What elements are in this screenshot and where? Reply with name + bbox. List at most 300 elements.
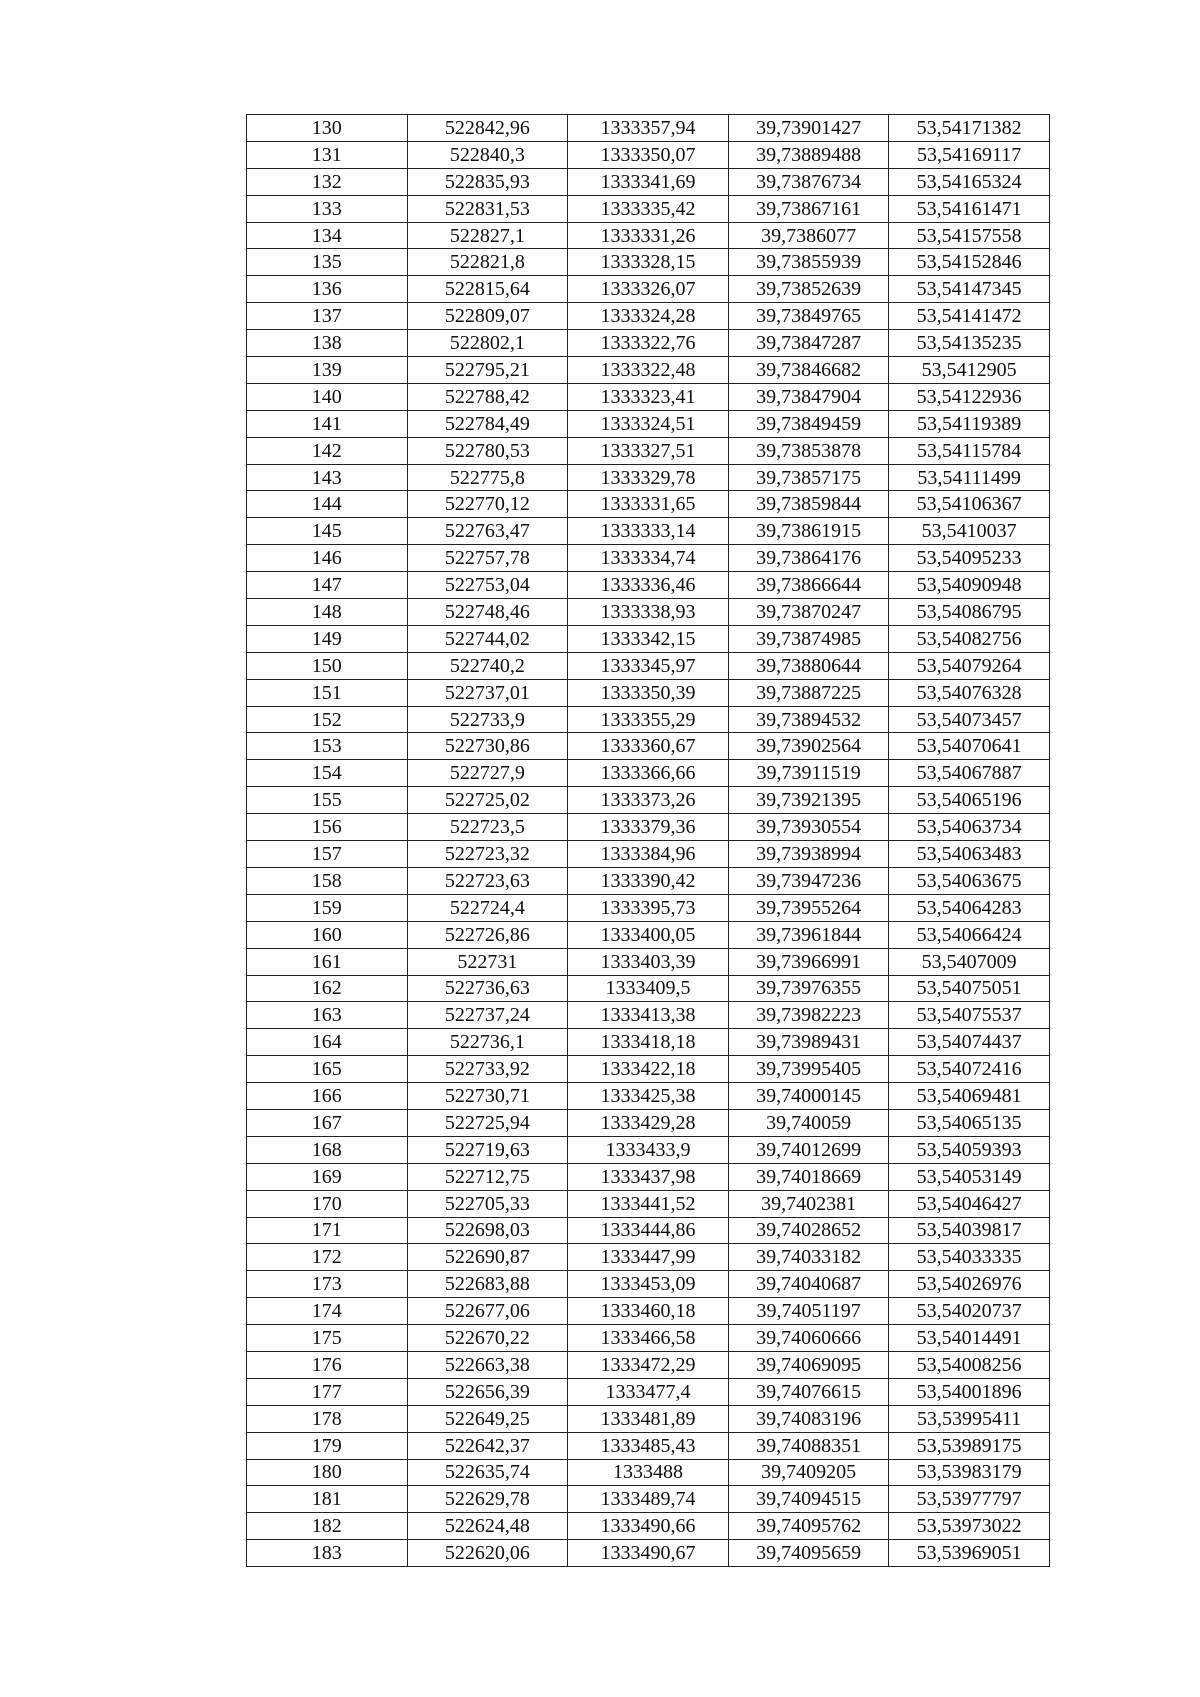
y-coordinate-cell: 1333342,15 <box>568 625 729 652</box>
table-row <box>247 1540 1050 1567</box>
x-coordinate-cell: 522775,8 <box>407 464 568 491</box>
point-number-cell: 143 <box>247 464 408 491</box>
table-row <box>247 357 1050 384</box>
latitude-cell: 53,54046427 <box>889 1190 1050 1217</box>
point-number-cell: 131 <box>247 141 408 168</box>
point-number-cell: 146 <box>247 545 408 572</box>
y-coordinate-cell: 1333357,94 <box>568 115 729 142</box>
point-number-cell: 161 <box>247 948 408 975</box>
table-row <box>247 814 1050 841</box>
longitude-cell: 39,74060666 <box>728 1325 889 1352</box>
x-coordinate-cell: 522736,1 <box>407 1029 568 1056</box>
longitude-cell: 39,73921395 <box>728 787 889 814</box>
y-coordinate-cell: 1333413,38 <box>568 1002 729 1029</box>
longitude-cell: 39,740059 <box>728 1109 889 1136</box>
x-coordinate-cell: 522737,24 <box>407 1002 568 1029</box>
longitude-cell: 39,74012699 <box>728 1136 889 1163</box>
latitude-cell: 53,54065196 <box>889 787 1050 814</box>
y-coordinate-cell: 1333481,89 <box>568 1405 729 1432</box>
point-number-cell: 177 <box>247 1378 408 1405</box>
latitude-cell: 53,53995411 <box>889 1405 1050 1432</box>
x-coordinate-cell: 522649,25 <box>407 1405 568 1432</box>
latitude-cell: 53,5407009 <box>889 948 1050 975</box>
y-coordinate-cell: 1333403,39 <box>568 948 729 975</box>
longitude-cell: 39,73961844 <box>728 921 889 948</box>
x-coordinate-cell: 522624,48 <box>407 1513 568 1540</box>
x-coordinate-cell: 522757,78 <box>407 545 568 572</box>
table-row <box>247 841 1050 868</box>
x-coordinate-cell: 522784,49 <box>407 410 568 437</box>
y-coordinate-cell: 1333366,66 <box>568 760 729 787</box>
point-number-cell: 157 <box>247 841 408 868</box>
point-number-cell: 152 <box>247 706 408 733</box>
x-coordinate-cell: 522642,37 <box>407 1432 568 1459</box>
latitude-cell: 53,54171382 <box>889 115 1050 142</box>
table-row <box>247 1298 1050 1325</box>
point-number-cell: 149 <box>247 625 408 652</box>
y-coordinate-cell: 1333409,5 <box>568 975 729 1002</box>
x-coordinate-cell: 522683,88 <box>407 1271 568 1298</box>
x-coordinate-cell: 522842,96 <box>407 115 568 142</box>
latitude-cell: 53,54026976 <box>889 1271 1050 1298</box>
x-coordinate-cell: 522727,9 <box>407 760 568 787</box>
x-coordinate-cell: 522827,1 <box>407 222 568 249</box>
x-coordinate-cell: 522770,12 <box>407 491 568 518</box>
longitude-cell: 39,73849765 <box>728 303 889 330</box>
longitude-cell: 39,73880644 <box>728 652 889 679</box>
y-coordinate-cell: 1333379,36 <box>568 814 729 841</box>
x-coordinate-cell: 522725,94 <box>407 1109 568 1136</box>
x-coordinate-cell: 522719,63 <box>407 1136 568 1163</box>
y-coordinate-cell: 1333355,29 <box>568 706 729 733</box>
latitude-cell: 53,54063734 <box>889 814 1050 841</box>
table-row <box>247 706 1050 733</box>
longitude-cell: 39,73859844 <box>728 491 889 518</box>
latitude-cell: 53,53983179 <box>889 1459 1050 1486</box>
point-number-cell: 162 <box>247 975 408 1002</box>
point-number-cell: 153 <box>247 733 408 760</box>
y-coordinate-cell: 1333326,07 <box>568 276 729 303</box>
point-number-cell: 147 <box>247 572 408 599</box>
longitude-cell: 39,73876734 <box>728 168 889 195</box>
latitude-cell: 53,54135235 <box>889 330 1050 357</box>
point-number-cell: 166 <box>247 1083 408 1110</box>
latitude-cell: 53,54065135 <box>889 1109 1050 1136</box>
longitude-cell: 39,73847904 <box>728 383 889 410</box>
latitude-cell: 53,54074437 <box>889 1029 1050 1056</box>
y-coordinate-cell: 1333441,52 <box>568 1190 729 1217</box>
point-number-cell: 168 <box>247 1136 408 1163</box>
y-coordinate-cell: 1333322,76 <box>568 330 729 357</box>
y-coordinate-cell: 1333329,78 <box>568 464 729 491</box>
y-coordinate-cell: 1333350,39 <box>568 679 729 706</box>
y-coordinate-cell: 1333323,41 <box>568 383 729 410</box>
coordinates-table-body <box>247 115 1050 1567</box>
y-coordinate-cell: 1333338,93 <box>568 599 729 626</box>
point-number-cell: 171 <box>247 1217 408 1244</box>
latitude-cell: 53,54063675 <box>889 867 1050 894</box>
y-coordinate-cell: 1333466,58 <box>568 1325 729 1352</box>
point-number-cell: 132 <box>247 168 408 195</box>
point-number-cell: 145 <box>247 518 408 545</box>
table-row <box>247 652 1050 679</box>
table-row <box>247 276 1050 303</box>
longitude-cell: 39,73853878 <box>728 437 889 464</box>
x-coordinate-cell: 522723,32 <box>407 841 568 868</box>
x-coordinate-cell: 522726,86 <box>407 921 568 948</box>
x-coordinate-cell: 522840,3 <box>407 141 568 168</box>
x-coordinate-cell: 522635,74 <box>407 1459 568 1486</box>
y-coordinate-cell: 1333437,98 <box>568 1163 729 1190</box>
point-number-cell: 170 <box>247 1190 408 1217</box>
y-coordinate-cell: 1333328,15 <box>568 249 729 276</box>
table-row <box>247 303 1050 330</box>
longitude-cell: 39,74040687 <box>728 1271 889 1298</box>
table-row <box>247 491 1050 518</box>
x-coordinate-cell: 522831,53 <box>407 195 568 222</box>
y-coordinate-cell: 1333418,18 <box>568 1029 729 1056</box>
table-row <box>247 894 1050 921</box>
table-row <box>247 787 1050 814</box>
longitude-cell: 39,73857175 <box>728 464 889 491</box>
latitude-cell: 53,54152846 <box>889 249 1050 276</box>
x-coordinate-cell: 522744,02 <box>407 625 568 652</box>
longitude-cell: 39,74095762 <box>728 1513 889 1540</box>
point-number-cell: 179 <box>247 1432 408 1459</box>
latitude-cell: 53,54115784 <box>889 437 1050 464</box>
table-row <box>247 249 1050 276</box>
longitude-cell: 39,73966991 <box>728 948 889 975</box>
longitude-cell: 39,73852639 <box>728 276 889 303</box>
latitude-cell: 53,54069481 <box>889 1083 1050 1110</box>
longitude-cell: 39,74094515 <box>728 1486 889 1513</box>
x-coordinate-cell: 522736,63 <box>407 975 568 1002</box>
y-coordinate-cell: 1333453,09 <box>568 1271 729 1298</box>
y-coordinate-cell: 1333485,43 <box>568 1432 729 1459</box>
longitude-cell: 39,73989431 <box>728 1029 889 1056</box>
table-row <box>247 1351 1050 1378</box>
point-number-cell: 136 <box>247 276 408 303</box>
table-row <box>247 1405 1050 1432</box>
table-row <box>247 518 1050 545</box>
point-number-cell: 182 <box>247 1513 408 1540</box>
longitude-cell: 39,73995405 <box>728 1056 889 1083</box>
y-coordinate-cell: 1333331,65 <box>568 491 729 518</box>
y-coordinate-cell: 1333477,4 <box>568 1378 729 1405</box>
x-coordinate-cell: 522629,78 <box>407 1486 568 1513</box>
latitude-cell: 53,54066424 <box>889 921 1050 948</box>
y-coordinate-cell: 1333360,67 <box>568 733 729 760</box>
point-number-cell: 138 <box>247 330 408 357</box>
latitude-cell: 53,54076328 <box>889 679 1050 706</box>
latitude-cell: 53,54075537 <box>889 1002 1050 1029</box>
latitude-cell: 53,54119389 <box>889 410 1050 437</box>
point-number-cell: 142 <box>247 437 408 464</box>
latitude-cell: 53,54070641 <box>889 733 1050 760</box>
latitude-cell: 53,54075051 <box>889 975 1050 1002</box>
longitude-cell: 39,73847287 <box>728 330 889 357</box>
point-number-cell: 156 <box>247 814 408 841</box>
y-coordinate-cell: 1333490,67 <box>568 1540 729 1567</box>
x-coordinate-cell: 522780,53 <box>407 437 568 464</box>
longitude-cell: 39,73866644 <box>728 572 889 599</box>
table-row <box>247 760 1050 787</box>
table-row <box>247 410 1050 437</box>
table-row <box>247 733 1050 760</box>
y-coordinate-cell: 1333324,51 <box>568 410 729 437</box>
x-coordinate-cell: 522663,38 <box>407 1351 568 1378</box>
x-coordinate-cell: 522705,33 <box>407 1190 568 1217</box>
longitude-cell: 39,7409205 <box>728 1459 889 1486</box>
point-number-cell: 154 <box>247 760 408 787</box>
latitude-cell: 53,54014491 <box>889 1325 1050 1352</box>
point-number-cell: 174 <box>247 1298 408 1325</box>
longitude-cell: 39,73901427 <box>728 115 889 142</box>
table-row <box>247 1244 1050 1271</box>
table-row <box>247 599 1050 626</box>
point-number-cell: 178 <box>247 1405 408 1432</box>
latitude-cell: 53,5410037 <box>889 518 1050 545</box>
longitude-cell: 39,74076615 <box>728 1378 889 1405</box>
x-coordinate-cell: 522821,8 <box>407 249 568 276</box>
longitude-cell: 39,74095659 <box>728 1540 889 1567</box>
point-number-cell: 173 <box>247 1271 408 1298</box>
x-coordinate-cell: 522802,1 <box>407 330 568 357</box>
latitude-cell: 53,54111499 <box>889 464 1050 491</box>
table-row <box>247 383 1050 410</box>
latitude-cell: 53,54090948 <box>889 572 1050 599</box>
longitude-cell: 39,73887225 <box>728 679 889 706</box>
point-number-cell: 151 <box>247 679 408 706</box>
latitude-cell: 53,54020737 <box>889 1298 1050 1325</box>
x-coordinate-cell: 522730,86 <box>407 733 568 760</box>
table-row <box>247 1163 1050 1190</box>
table-row <box>247 141 1050 168</box>
x-coordinate-cell: 522690,87 <box>407 1244 568 1271</box>
latitude-cell: 53,54072416 <box>889 1056 1050 1083</box>
longitude-cell: 39,73947236 <box>728 867 889 894</box>
x-coordinate-cell: 522815,64 <box>407 276 568 303</box>
y-coordinate-cell: 1333490,66 <box>568 1513 729 1540</box>
x-coordinate-cell: 522698,03 <box>407 1217 568 1244</box>
point-number-cell: 139 <box>247 357 408 384</box>
point-number-cell: 181 <box>247 1486 408 1513</box>
point-number-cell: 135 <box>247 249 408 276</box>
point-number-cell: 180 <box>247 1459 408 1486</box>
y-coordinate-cell: 1333447,99 <box>568 1244 729 1271</box>
table-row <box>247 679 1050 706</box>
table-row <box>247 545 1050 572</box>
latitude-cell: 53,54053149 <box>889 1163 1050 1190</box>
y-coordinate-cell: 1333422,18 <box>568 1056 729 1083</box>
point-number-cell: 148 <box>247 599 408 626</box>
x-coordinate-cell: 522712,75 <box>407 1163 568 1190</box>
point-number-cell: 175 <box>247 1325 408 1352</box>
point-number-cell: 150 <box>247 652 408 679</box>
longitude-cell: 39,74069095 <box>728 1351 889 1378</box>
point-number-cell: 176 <box>247 1351 408 1378</box>
latitude-cell: 53,54147345 <box>889 276 1050 303</box>
latitude-cell: 53,53973022 <box>889 1513 1050 1540</box>
latitude-cell: 53,54008256 <box>889 1351 1050 1378</box>
table-row <box>247 948 1050 975</box>
latitude-cell: 53,54033335 <box>889 1244 1050 1271</box>
y-coordinate-cell: 1333336,46 <box>568 572 729 599</box>
table-row <box>247 1513 1050 1540</box>
longitude-cell: 39,73938994 <box>728 841 889 868</box>
longitude-cell: 39,74083196 <box>728 1405 889 1432</box>
longitude-cell: 39,73846682 <box>728 357 889 384</box>
longitude-cell: 39,73861915 <box>728 518 889 545</box>
latitude-cell: 53,54161471 <box>889 195 1050 222</box>
point-number-cell: 165 <box>247 1056 408 1083</box>
table-row <box>247 1271 1050 1298</box>
y-coordinate-cell: 1333327,51 <box>568 437 729 464</box>
y-coordinate-cell: 1333333,14 <box>568 518 729 545</box>
y-coordinate-cell: 1333384,96 <box>568 841 729 868</box>
y-coordinate-cell: 1333334,74 <box>568 545 729 572</box>
point-number-cell: 133 <box>247 195 408 222</box>
table-row <box>247 921 1050 948</box>
longitude-cell: 39,74018669 <box>728 1163 889 1190</box>
latitude-cell: 53,54059393 <box>889 1136 1050 1163</box>
point-number-cell: 130 <box>247 115 408 142</box>
x-coordinate-cell: 522737,01 <box>407 679 568 706</box>
x-coordinate-cell: 522740,2 <box>407 652 568 679</box>
table-row <box>247 222 1050 249</box>
point-number-cell: 167 <box>247 1109 408 1136</box>
y-coordinate-cell: 1333489,74 <box>568 1486 729 1513</box>
y-coordinate-cell: 1333444,86 <box>568 1217 729 1244</box>
table-row <box>247 1109 1050 1136</box>
table-row <box>247 572 1050 599</box>
latitude-cell: 53,54073457 <box>889 706 1050 733</box>
y-coordinate-cell: 1333460,18 <box>568 1298 729 1325</box>
latitude-cell: 53,54067887 <box>889 760 1050 787</box>
latitude-cell: 53,54169117 <box>889 141 1050 168</box>
point-number-cell: 172 <box>247 1244 408 1271</box>
table-row <box>247 330 1050 357</box>
longitude-cell: 39,74028652 <box>728 1217 889 1244</box>
longitude-cell: 39,73870247 <box>728 599 889 626</box>
table-row <box>247 1190 1050 1217</box>
table-row <box>247 1432 1050 1459</box>
x-coordinate-cell: 522730,71 <box>407 1083 568 1110</box>
y-coordinate-cell: 1333429,28 <box>568 1109 729 1136</box>
latitude-cell: 53,54039817 <box>889 1217 1050 1244</box>
x-coordinate-cell: 522620,06 <box>407 1540 568 1567</box>
x-coordinate-cell: 522753,04 <box>407 572 568 599</box>
table-row <box>247 195 1050 222</box>
longitude-cell: 39,73955264 <box>728 894 889 921</box>
x-coordinate-cell: 522723,63 <box>407 867 568 894</box>
latitude-cell: 53,5412905 <box>889 357 1050 384</box>
y-coordinate-cell: 1333395,73 <box>568 894 729 921</box>
y-coordinate-cell: 1333324,28 <box>568 303 729 330</box>
latitude-cell: 53,54086795 <box>889 599 1050 626</box>
longitude-cell: 39,74088351 <box>728 1432 889 1459</box>
longitude-cell: 39,73874985 <box>728 625 889 652</box>
point-number-cell: 169 <box>247 1163 408 1190</box>
table-row <box>247 1325 1050 1352</box>
latitude-cell: 53,54141472 <box>889 303 1050 330</box>
table-row <box>247 1056 1050 1083</box>
x-coordinate-cell: 522733,92 <box>407 1056 568 1083</box>
longitude-cell: 39,74033182 <box>728 1244 889 1271</box>
x-coordinate-cell: 522788,42 <box>407 383 568 410</box>
longitude-cell: 39,73911519 <box>728 760 889 787</box>
longitude-cell: 39,73902564 <box>728 733 889 760</box>
latitude-cell: 53,54157558 <box>889 222 1050 249</box>
longitude-cell: 39,7386077 <box>728 222 889 249</box>
x-coordinate-cell: 522670,22 <box>407 1325 568 1352</box>
y-coordinate-cell: 1333425,38 <box>568 1083 729 1110</box>
latitude-cell: 53,54095233 <box>889 545 1050 572</box>
latitude-cell: 53,53977797 <box>889 1486 1050 1513</box>
x-coordinate-cell: 522731 <box>407 948 568 975</box>
longitude-cell: 39,74000145 <box>728 1083 889 1110</box>
longitude-cell: 39,74051197 <box>728 1298 889 1325</box>
latitude-cell: 53,54064283 <box>889 894 1050 921</box>
latitude-cell: 53,54106367 <box>889 491 1050 518</box>
table-row <box>247 1083 1050 1110</box>
point-number-cell: 134 <box>247 222 408 249</box>
x-coordinate-cell: 522809,07 <box>407 303 568 330</box>
x-coordinate-cell: 522733,9 <box>407 706 568 733</box>
y-coordinate-cell: 1333488 <box>568 1459 729 1486</box>
point-number-cell: 183 <box>247 1540 408 1567</box>
y-coordinate-cell: 1333341,69 <box>568 168 729 195</box>
longitude-cell: 39,73976355 <box>728 975 889 1002</box>
x-coordinate-cell: 522677,06 <box>407 1298 568 1325</box>
table-row <box>247 1136 1050 1163</box>
longitude-cell: 39,73855939 <box>728 249 889 276</box>
y-coordinate-cell: 1333472,29 <box>568 1351 729 1378</box>
table-row <box>247 115 1050 142</box>
y-coordinate-cell: 1333322,48 <box>568 357 729 384</box>
longitude-cell: 39,73867161 <box>728 195 889 222</box>
y-coordinate-cell: 1333345,97 <box>568 652 729 679</box>
point-number-cell: 164 <box>247 1029 408 1056</box>
y-coordinate-cell: 1333400,05 <box>568 921 729 948</box>
x-coordinate-cell: 522723,5 <box>407 814 568 841</box>
point-number-cell: 141 <box>247 410 408 437</box>
point-number-cell: 159 <box>247 894 408 921</box>
point-number-cell: 155 <box>247 787 408 814</box>
longitude-cell: 39,7402381 <box>728 1190 889 1217</box>
table-row <box>247 1459 1050 1486</box>
table-row <box>247 625 1050 652</box>
point-number-cell: 137 <box>247 303 408 330</box>
y-coordinate-cell: 1333331,26 <box>568 222 729 249</box>
point-number-cell: 144 <box>247 491 408 518</box>
longitude-cell: 39,73982223 <box>728 1002 889 1029</box>
y-coordinate-cell: 1333335,42 <box>568 195 729 222</box>
y-coordinate-cell: 1333433,9 <box>568 1136 729 1163</box>
table-row <box>247 168 1050 195</box>
table-row <box>247 437 1050 464</box>
point-number-cell: 160 <box>247 921 408 948</box>
point-number-cell: 140 <box>247 383 408 410</box>
y-coordinate-cell: 1333373,26 <box>568 787 729 814</box>
point-number-cell: 163 <box>247 1002 408 1029</box>
table-row <box>247 464 1050 491</box>
latitude-cell: 53,54063483 <box>889 841 1050 868</box>
table-row <box>247 1029 1050 1056</box>
latitude-cell: 53,54122936 <box>889 383 1050 410</box>
latitude-cell: 53,54079264 <box>889 652 1050 679</box>
x-coordinate-cell: 522795,21 <box>407 357 568 384</box>
